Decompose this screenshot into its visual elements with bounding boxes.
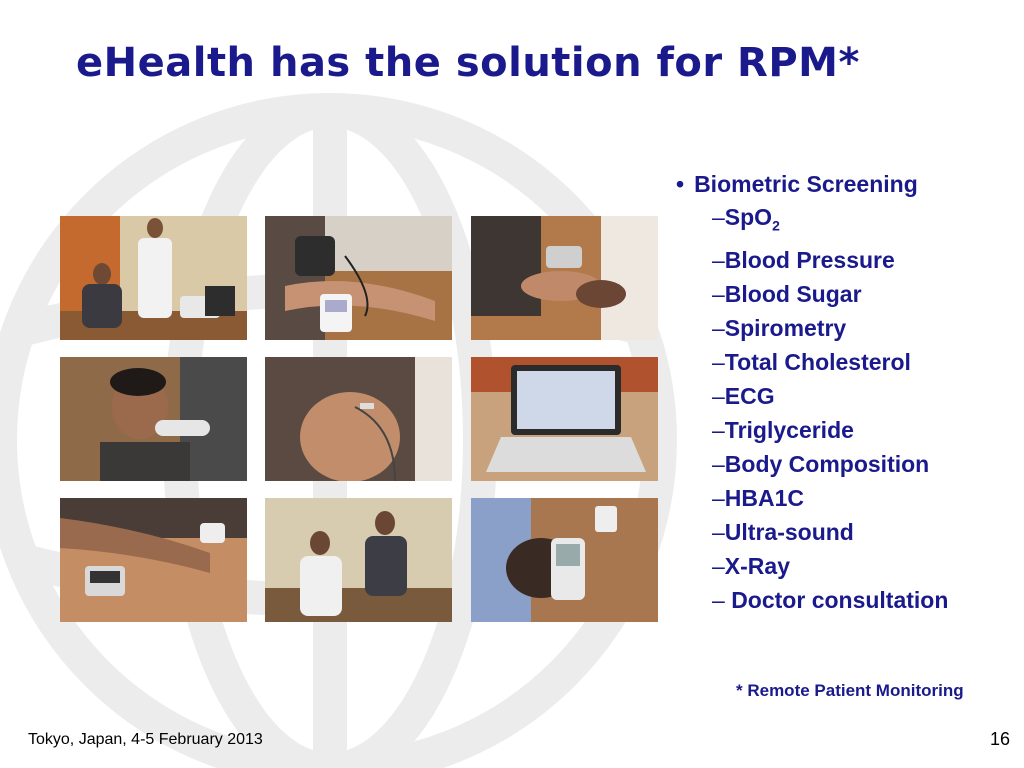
dash: – xyxy=(712,518,725,545)
photo-blood-pressure xyxy=(265,216,452,340)
dash: – xyxy=(712,314,725,341)
dash: – xyxy=(712,552,725,579)
list-item xyxy=(712,549,948,583)
item-text: Spirometry xyxy=(724,314,847,341)
list-item xyxy=(712,277,948,311)
list-item xyxy=(712,200,948,243)
item-text: ECG xyxy=(724,382,775,409)
item-text: X-Ray xyxy=(724,552,790,579)
dash: – xyxy=(712,246,725,273)
list-item xyxy=(712,311,948,345)
bullet-symbol: • xyxy=(676,171,685,197)
photo-spo2-device xyxy=(60,498,247,622)
item-text: Blood Sugar xyxy=(724,280,862,307)
sub-list xyxy=(676,200,948,617)
dash: – xyxy=(712,280,725,307)
dash: – xyxy=(712,416,725,443)
photo-laptop xyxy=(471,357,658,481)
list-item xyxy=(712,243,948,277)
item-text: Ultra-sound xyxy=(724,518,854,545)
list-item xyxy=(712,447,948,481)
list-item xyxy=(712,583,948,617)
dash: – xyxy=(712,348,725,375)
bullet-heading-text: Biometric Screening xyxy=(694,171,918,197)
photo-glucometer xyxy=(471,498,658,622)
item-text: Body Composition xyxy=(724,450,930,477)
dash: – xyxy=(712,450,725,477)
item-text: SpO xyxy=(724,204,773,230)
bullet-heading xyxy=(676,168,948,200)
item-text: Blood Pressure xyxy=(724,246,895,273)
photo-blood-sugar xyxy=(471,216,658,340)
item-subscript: 2 xyxy=(772,217,780,234)
dash: – xyxy=(712,382,725,409)
photo-ecg xyxy=(265,357,452,481)
item-text: Triglyceride xyxy=(724,416,854,443)
dash: – xyxy=(712,484,725,511)
photo-doctor-consultation xyxy=(265,498,452,622)
slide-title: eHealth has the solution for RPM* xyxy=(76,40,860,86)
photo-doctor-patient xyxy=(60,216,247,340)
list-item xyxy=(712,379,948,413)
list-item xyxy=(712,345,948,379)
item-text: Total Cholesterol xyxy=(724,348,911,375)
list-item xyxy=(712,413,948,447)
dash: – xyxy=(712,586,732,613)
footer-location-date: Tokyo, Japan, 4-5 February 2013 xyxy=(28,731,263,748)
photo-grid xyxy=(60,216,658,622)
dash: – xyxy=(712,204,725,230)
list-item xyxy=(712,481,948,515)
list-item xyxy=(712,515,948,549)
footnote: * Remote Patient Monitoring xyxy=(736,681,964,700)
bullet-list xyxy=(676,168,948,617)
item-text: HBA1C xyxy=(724,484,805,511)
photo-spirometry xyxy=(60,357,247,481)
item-text: Doctor consultation xyxy=(731,586,949,613)
page-number: 16 xyxy=(989,729,1010,749)
